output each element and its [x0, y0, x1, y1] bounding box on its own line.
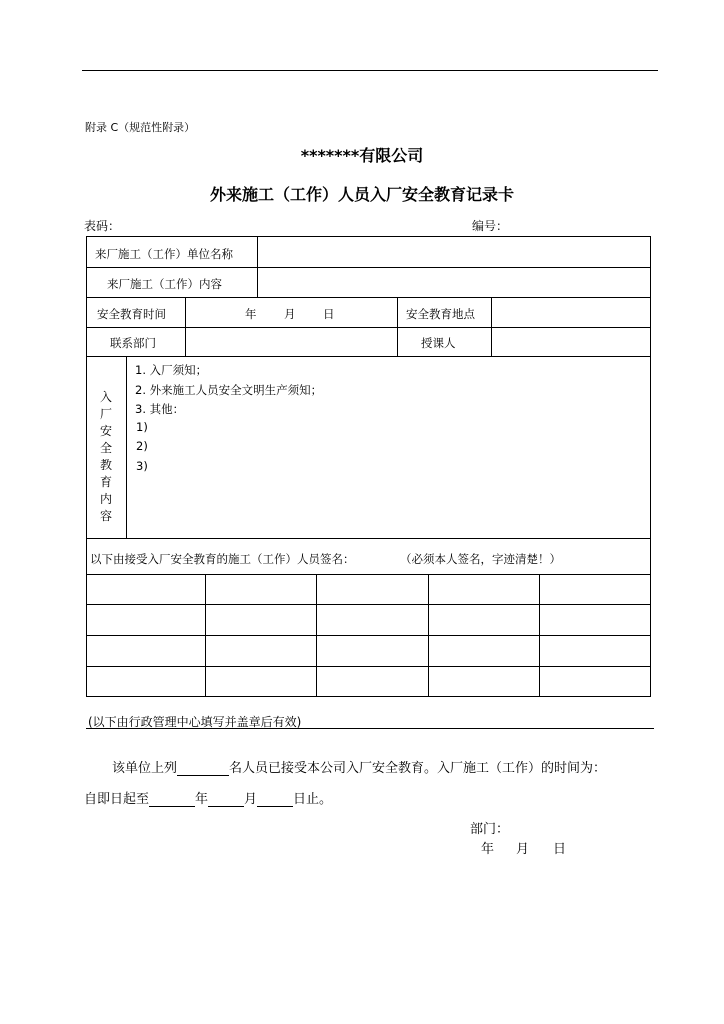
sign-date-month: 月: [516, 842, 530, 857]
row-divider: [86, 297, 651, 298]
signature-cell[interactable]: [430, 606, 538, 634]
signature-cell[interactable]: [541, 637, 649, 665]
signature-cell[interactable]: [88, 606, 204, 634]
lecturer-field[interactable]: [493, 329, 649, 355]
contact-dept-label: 联系部门: [110, 336, 156, 350]
row-divider: [86, 604, 651, 605]
col-divider: [185, 297, 186, 356]
content-item: 2. 外来施工人员安全文明生产须知；: [135, 383, 323, 397]
signature-cell[interactable]: [207, 637, 315, 665]
sign-date-day: 日: [553, 842, 567, 857]
company-name: *******有限公司: [300, 146, 424, 165]
form-code-label: 表码：: [84, 219, 121, 233]
col-divider: [397, 297, 398, 356]
until-month-blank[interactable]: [208, 792, 244, 807]
signature-note: （必须本人签名，字迹清楚！）: [400, 552, 561, 566]
header-rule: [82, 70, 658, 71]
signature-cell[interactable]: [318, 576, 427, 603]
para2-text-a: 自即日起至: [84, 792, 150, 807]
row-divider: [86, 356, 651, 357]
col-divider: [491, 297, 492, 356]
signature-cell[interactable]: [207, 606, 315, 634]
form-number-label: 编号：: [472, 219, 509, 233]
content-side-char: 育: [99, 475, 112, 489]
para2-month: 月: [244, 792, 258, 807]
admin-note-rule: [86, 728, 654, 729]
col-divider: [428, 574, 429, 697]
content-side-char: 教: [99, 458, 112, 472]
work-content-field[interactable]: [259, 269, 649, 296]
sign-date-year: 年: [481, 842, 495, 857]
para1-text-b: 名人员已接受本公司入厂安全教育。入厂施工（工作）的时间为：: [229, 761, 607, 776]
content-side-char: 入: [99, 390, 112, 404]
content-side-char: 全: [99, 441, 112, 455]
row-divider: [86, 327, 651, 328]
unit-name-field[interactable]: [259, 238, 649, 266]
para2-end: 日止。: [293, 792, 333, 807]
unit-name-label: 来厂施工（工作）单位名称: [95, 247, 233, 261]
content-side-char: 内: [99, 492, 112, 506]
content-item: 1): [136, 420, 148, 434]
edu-time-year: 年: [245, 307, 257, 321]
signature-cell[interactable]: [207, 668, 315, 695]
row-divider: [86, 538, 651, 539]
content-item: 3. 其他：: [135, 402, 185, 416]
edu-location-label: 安全教育地点: [406, 307, 475, 321]
signature-cell[interactable]: [430, 668, 538, 695]
col-divider: [316, 574, 317, 697]
row-divider: [86, 267, 651, 268]
signature-cell[interactable]: [88, 668, 204, 695]
admin-note: (以下由行政管理中心填写并盖章后有效): [88, 715, 302, 729]
row-divider: [86, 666, 651, 667]
col-divider: [257, 236, 258, 297]
until-year-blank[interactable]: [149, 792, 195, 807]
admin-paragraph-2: [84, 788, 332, 807]
content-side-char: 容: [99, 509, 112, 523]
signature-cell[interactable]: [541, 606, 649, 634]
lecturer-label: 授课人: [421, 336, 456, 350]
col-divider: [205, 574, 206, 697]
edu-time-label: 安全教育时间: [97, 307, 166, 321]
dept-label: 部门：: [470, 822, 510, 837]
signature-cell[interactable]: [430, 637, 538, 665]
person-count-blank[interactable]: [177, 761, 229, 776]
signature-cell[interactable]: [318, 668, 427, 695]
signature-cell[interactable]: [318, 606, 427, 634]
admin-paragraph-1: [112, 757, 606, 776]
row-divider: [86, 635, 651, 636]
form-title: 外来施工（工作）人员入厂安全教育记录卡: [209, 185, 514, 204]
until-day-blank[interactable]: [257, 792, 293, 807]
row-divider: [86, 574, 651, 575]
edu-location-field[interactable]: [493, 299, 649, 326]
signature-cell[interactable]: [541, 668, 649, 695]
signature-header: 以下由接受入厂安全教育的施工（工作）人员签名：: [90, 552, 355, 566]
content-item: 1. 入厂须知；: [135, 363, 208, 377]
content-side-char: 厂: [99, 407, 112, 421]
contact-dept-field[interactable]: [187, 329, 396, 355]
content-item: 2): [136, 439, 148, 453]
signature-cell[interactable]: [318, 637, 427, 665]
signature-cell[interactable]: [207, 576, 315, 603]
edu-time-day: 日: [323, 307, 335, 321]
edu-time-month: 月: [284, 307, 296, 321]
content-item: 3): [136, 459, 148, 473]
work-content-label: 来厂施工（工作）内容: [107, 277, 222, 291]
signature-cell[interactable]: [88, 576, 204, 603]
content-side-char: 安: [99, 424, 112, 438]
para2-year: 年: [195, 792, 209, 807]
signature-cell[interactable]: [88, 637, 204, 665]
appendix-label: 附录 C（规范性附录）: [85, 121, 196, 134]
para1-text-a: 该单位上列: [112, 761, 178, 776]
signature-cell[interactable]: [430, 576, 538, 603]
col-divider: [539, 574, 540, 697]
col-divider: [126, 356, 127, 538]
signature-cell[interactable]: [541, 576, 649, 603]
